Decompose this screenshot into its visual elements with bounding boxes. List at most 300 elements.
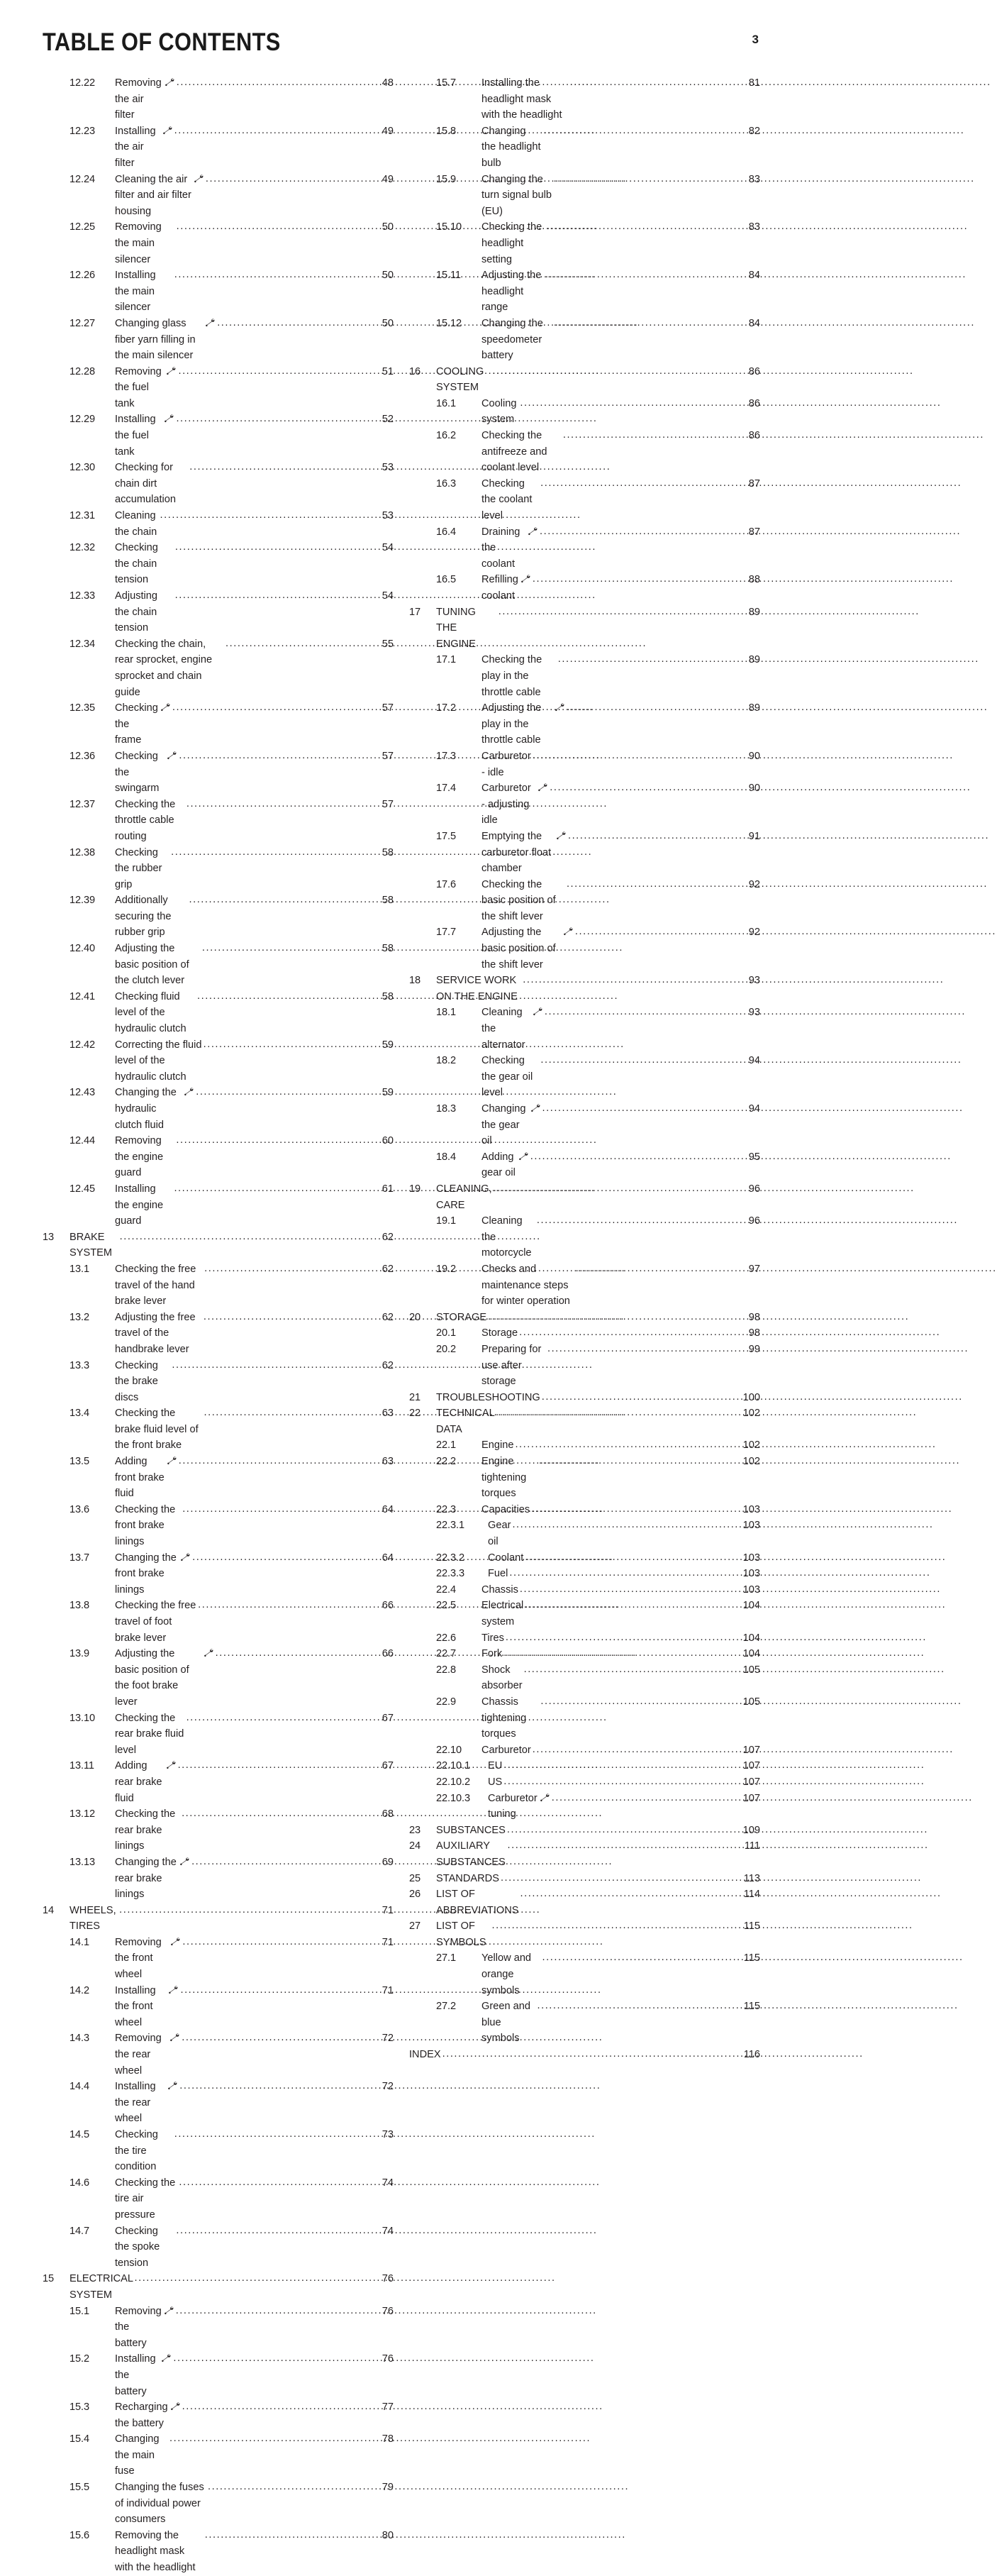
toc-entry[interactable]	[43, 316, 394, 364]
toc-entry-page: 62	[381, 1263, 394, 1275]
toc-entry[interactable]	[409, 2047, 760, 2063]
wrench-icon	[194, 175, 204, 183]
toc-entry-page: 90	[748, 783, 760, 795]
toc-entry[interactable]	[409, 1774, 760, 1791]
toc-entry-title: EU	[488, 1760, 503, 1772]
toc-entry-title: Carburetor	[481, 1744, 531, 1756]
leader-dots	[172, 700, 374, 716]
toc-entry-page: 103	[742, 1552, 760, 1564]
toc-entry-body	[115, 797, 394, 845]
toc-entry[interactable]	[43, 2030, 394, 2079]
toc-entry-page: 80	[381, 2529, 394, 2541]
toc-entry[interactable]	[43, 1085, 394, 1133]
toc-entry-page: 64	[381, 1503, 394, 1515]
toc-entry-title: Checking the rear brake linings	[115, 1808, 176, 1852]
toc-entry-body	[115, 316, 394, 364]
toc-entry-number: 14.3	[69, 2033, 90, 2045]
toc-entry[interactable]	[43, 460, 394, 508]
toc-entry-number: 18.1	[436, 1007, 457, 1019]
toc-entry-number: 22.3.3	[436, 1568, 464, 1580]
toc-entry[interactable]	[43, 941, 394, 989]
toc-entry-title: Checking the spoke tension	[115, 2225, 160, 2269]
toc-entry[interactable]	[43, 892, 394, 941]
toc-entry-page: 63	[381, 1408, 394, 1420]
wrench-icon	[165, 78, 174, 87]
toc-entry-body	[69, 1903, 394, 1935]
leader-dots	[179, 1453, 374, 1469]
toc-entry-page: 84	[748, 317, 760, 329]
toc-entry[interactable]	[43, 1502, 394, 1550]
leader-dots	[533, 1742, 740, 1758]
toc-entry-number: 16.5	[436, 574, 457, 586]
toc-entry-page: 100	[742, 1391, 760, 1403]
toc-entry-number: 19.2	[436, 1263, 457, 1275]
toc-entry[interactable]	[43, 1181, 394, 1229]
toc-entry-title: Preparing for use after storage	[481, 1343, 542, 1388]
toc-entry-body	[115, 411, 394, 460]
toc-entry-number: 12.24	[69, 173, 96, 185]
toc-entry[interactable]	[43, 748, 394, 797]
wrench-icon	[166, 367, 176, 375]
toc-entry-title: Installing the air filter	[115, 125, 156, 169]
wrench-icon	[166, 1761, 176, 1769]
toc-entry-number: 13.12	[69, 1808, 96, 1820]
toc-entry-title: Checking the tire condition	[115, 2129, 158, 2173]
toc-entry-page: 76	[381, 2273, 394, 2285]
toc-entry-page: 71	[381, 1936, 394, 1948]
toc-entry-number: 12.41	[69, 990, 96, 1002]
wrench-icon	[167, 2082, 177, 2090]
leader-dots	[537, 1998, 740, 2014]
toc-entry-number: 22.1	[436, 1439, 457, 1452]
toc-entry-number: 12.43	[69, 1087, 96, 1099]
leader-dots	[169, 2431, 374, 2447]
toc-entry-number: 17.5	[436, 830, 457, 842]
toc-entry[interactable]	[43, 2528, 394, 2576]
toc-entry[interactable]	[43, 411, 394, 460]
toc-entry-number: 22.3.1	[436, 1520, 464, 1532]
toc-entry-number: 22.3	[436, 1503, 457, 1515]
leader-dots	[545, 267, 741, 283]
leader-dots	[567, 876, 741, 892]
toc-entry-page: 50	[381, 270, 394, 282]
toc-entry-page: 71	[381, 1904, 394, 1916]
toc-entry-number: 12.25	[69, 221, 96, 233]
toc-entry[interactable]	[43, 1758, 394, 1806]
toc-entry[interactable]	[43, 2271, 394, 2303]
leader-dots	[570, 74, 741, 91]
toc-entry-title: Checking the basic position of the shift lever	[481, 878, 556, 922]
toc-entry[interactable]	[409, 1871, 760, 1887]
toc-entry[interactable]	[43, 2175, 394, 2223]
toc-entry-number: 22.10.2	[436, 1776, 470, 1788]
toc-entry-body	[115, 172, 394, 220]
leader-dots	[174, 2126, 374, 2143]
wrench-icon	[518, 1152, 528, 1161]
leader-dots	[442, 2046, 741, 2062]
toc-entry-body	[488, 1566, 760, 1582]
toc-entry-number: 25	[409, 1872, 421, 1884]
toc-entry-number: 22.3.2	[436, 1552, 464, 1564]
toc-entry[interactable]	[43, 2351, 394, 2399]
toc-entry-page: 89	[748, 702, 760, 714]
leader-dots	[507, 1822, 740, 1838]
toc-entry-body	[481, 652, 760, 700]
toc-entry[interactable]	[43, 588, 394, 636]
toc-entry-page: 60	[381, 1135, 394, 1147]
toc-entry[interactable]	[409, 1823, 760, 1839]
toc-entry-page: 72	[381, 2081, 394, 2093]
toc-entry[interactable]	[409, 1437, 760, 1454]
toc-entry-page: 105	[742, 1664, 760, 1676]
toc-entry-body	[115, 1454, 394, 1502]
leader-dots	[179, 2078, 374, 2094]
leader-dots	[177, 219, 374, 235]
toc-entry[interactable]	[43, 2304, 394, 2352]
toc-entry-number: 14.1	[69, 1936, 90, 1948]
toc-entry-number: 16	[409, 365, 421, 377]
toc-entry-title: Checking the front brake linings	[115, 1503, 176, 1548]
toc-entry-page: 87	[748, 477, 760, 490]
wrench-icon	[540, 1793, 550, 1802]
toc-entry-body	[436, 1390, 760, 1406]
toc-entry-page: 49	[381, 173, 394, 185]
toc-entry-title: Checking the gear oil level	[481, 1055, 533, 1099]
toc-entry-page: 62	[381, 1311, 394, 1323]
toc-entry[interactable]	[43, 2223, 394, 2272]
toc-entry-title: TROUBLESHOOTING	[436, 1391, 540, 1403]
toc-entry-body	[115, 892, 394, 941]
leader-dots	[523, 972, 741, 988]
toc-entry-body	[115, 588, 394, 636]
toc-entry-page: 105	[742, 1696, 760, 1708]
toc-entry-title: Installing the front wheel	[115, 1984, 156, 2028]
toc-entry-title: Cleaning the alternator	[481, 1007, 525, 1051]
toc-entry[interactable]	[43, 1454, 394, 1502]
toc-entry-number: 15.10	[436, 221, 462, 233]
toc-entry-number: 15.12	[436, 317, 462, 329]
toc-entry-title: Engine	[481, 1439, 514, 1452]
wrench-icon	[170, 1937, 180, 1946]
toc-entry-title: CLEANING, CARE	[436, 1183, 492, 1211]
leader-dots	[186, 796, 374, 812]
toc-entry-number: 12.29	[69, 414, 96, 426]
toc-entry-page: 74	[381, 2177, 394, 2189]
toc-entry-body	[115, 1806, 394, 1854]
leader-dots	[180, 1982, 374, 1999]
toc-entry-number: 12.45	[69, 1183, 96, 1195]
toc-entry-number: 14.6	[69, 2177, 90, 2189]
toc-entry[interactable]	[43, 267, 394, 316]
toc-entry-number: 22.7	[436, 1648, 457, 1660]
toc-entry-title: Cleaning the motorcycle	[481, 1215, 532, 1259]
toc-entry-number: 22	[409, 1408, 421, 1420]
leader-dots	[120, 1229, 374, 1245]
leader-dots	[545, 1004, 741, 1020]
toc-entry-title: Changing the turn signal bulb (EU)	[481, 173, 552, 217]
toc-entry-title: Capacities	[481, 1503, 530, 1515]
leader-dots	[520, 1581, 740, 1598]
toc-entry-body	[436, 1823, 760, 1839]
leader-dots	[198, 1597, 374, 1613]
toc-entry-number: 18	[409, 975, 421, 987]
toc-entry-title: Coolant	[488, 1552, 524, 1564]
toc-entry-title: Installing the main silencer	[115, 270, 156, 314]
toc-entry[interactable]	[43, 123, 394, 172]
toc-entry[interactable]	[43, 508, 394, 540]
toc-entry[interactable]	[43, 1646, 394, 1710]
toc-entry-body	[115, 2528, 394, 2576]
toc-entry[interactable]	[409, 1566, 760, 1582]
toc-entry-number: 19.1	[436, 1215, 457, 1227]
toc-entry-number: 15.3	[69, 2401, 90, 2414]
toc-entry-title: Tires	[481, 1632, 504, 1644]
toc-entry-title: Changing the fuses of individual power consumers	[115, 2482, 204, 2526]
toc-entry-title: Carburetor tuning	[488, 1792, 538, 1820]
toc-entry[interactable]	[43, 2431, 394, 2480]
toc-entry[interactable]	[409, 1325, 760, 1342]
toc-entry-body	[115, 219, 394, 267]
toc-entry[interactable]	[43, 1037, 394, 1085]
toc-entry-title: Changing the gear oil	[481, 1103, 526, 1147]
toc-entry-body	[115, 2480, 394, 2528]
toc-entry-title: Checking the free travel of the hand brake lever	[115, 1263, 196, 1308]
toc-entry-title: Checking the chain, rear sprocket, engine sprocket and chain guide	[115, 638, 213, 698]
toc-entry[interactable]	[409, 1662, 760, 1694]
toc-entry-title: Refilling coolant	[481, 574, 518, 602]
leader-dots	[512, 1517, 740, 1533]
toc-entry[interactable]	[43, 2480, 394, 2528]
wrench-icon	[168, 1986, 178, 1994]
toc-entry-page: 59	[381, 1087, 394, 1099]
toc-entry-body	[115, 636, 394, 700]
toc-entry[interactable]	[43, 636, 394, 700]
toc-entry-body	[115, 845, 394, 893]
leader-dots	[552, 1790, 740, 1806]
toc-entry-page: 109	[742, 1824, 760, 1836]
toc-entry-page: 48	[381, 77, 394, 89]
toc-entry-body	[115, 508, 394, 540]
toc-entry[interactable]	[43, 1358, 394, 1406]
wrench-icon	[530, 1104, 540, 1112]
toc-entry-page: 88	[748, 574, 760, 586]
toc-entry[interactable]	[43, 1935, 394, 1983]
toc-entry-title: Correcting the fluid level of the hydraulic clutch	[115, 1039, 202, 1083]
toc-entry[interactable]	[43, 1903, 394, 1935]
toc-entry[interactable]	[43, 172, 394, 220]
leader-dots	[189, 459, 374, 475]
toc-entry[interactable]	[409, 1390, 760, 1406]
toc-entry-title: Carburetor - idle	[481, 750, 531, 778]
toc-entry-number: 13.6	[69, 1503, 90, 1515]
toc-entry-number: 15.4	[69, 2433, 90, 2445]
toc-entry-number: 12.37	[69, 798, 96, 810]
toc-entry[interactable]	[43, 2127, 394, 2175]
toc-entry-number: 21	[409, 1391, 421, 1403]
toc-entry-title: COOLING SYSTEM	[436, 365, 484, 394]
toc-entry-body	[115, 1550, 394, 1598]
leader-dots	[197, 988, 374, 1005]
toc-entry[interactable]	[43, 2399, 394, 2431]
toc-entry-number: 13.2	[69, 1311, 90, 1323]
leader-dots	[204, 1261, 374, 1277]
toc-entry[interactable]	[409, 1630, 760, 1647]
toc-entry[interactable]	[409, 1149, 760, 1181]
toc-entry-body	[481, 1742, 760, 1759]
toc-entry[interactable]	[409, 1582, 760, 1598]
toc-entry-page: 76	[381, 2305, 394, 2317]
toc-entry-page: 79	[381, 2482, 394, 2494]
toc-entry-page: 51	[381, 365, 394, 377]
toc-entry-body	[115, 2431, 394, 2480]
toc-entry-page: 78	[381, 2433, 394, 2445]
toc-entry-number: 13	[43, 1231, 55, 1243]
toc-entry-title: Additionally securing the rubber grip	[115, 895, 172, 939]
leader-dots	[178, 1757, 374, 1774]
toc-entry[interactable]	[43, 989, 394, 1037]
toc-entry[interactable]	[43, 1598, 394, 1646]
toc-entry-page: 77	[381, 2401, 394, 2414]
leader-dots	[206, 171, 374, 187]
leader-dots	[508, 1837, 741, 1854]
toc-entry[interactable]	[43, 700, 394, 748]
toc-entry[interactable]	[43, 1550, 394, 1598]
toc-entry-title: SUBSTANCES	[436, 1824, 506, 1836]
wrench-icon	[167, 1456, 177, 1465]
leader-dots	[558, 651, 741, 668]
leader-dots	[550, 780, 741, 796]
toc-entry-number: 17.4	[436, 783, 457, 795]
toc-entry-number: 13.13	[69, 1856, 96, 1868]
toc-entry[interactable]	[43, 1854, 394, 1903]
toc-entry[interactable]	[43, 1983, 394, 2031]
toc-entry-title: Checking the throttle cable routing	[115, 798, 176, 842]
toc-entry-number: 22.9	[436, 1696, 457, 1708]
toc-entry-body	[409, 2047, 760, 2063]
toc-entry-number: 12.22	[69, 77, 96, 89]
toc-entry-title: TUNING THE ENGINE	[436, 606, 476, 650]
leader-dots	[563, 427, 741, 443]
toc-entry-page: 107	[742, 1744, 760, 1756]
toc-entry-number: 13.10	[69, 1712, 96, 1724]
toc-entry[interactable]	[43, 797, 394, 845]
toc-entry-number: 20	[409, 1311, 421, 1323]
toc-entry-body	[115, 2399, 394, 2431]
toc-entry-title: Checks and maintenance steps for winter operation	[481, 1263, 570, 1308]
toc-entry[interactable]	[43, 1133, 394, 1181]
toc-entry-title: Installing the battery	[115, 2353, 156, 2397]
toc-entry-page: 50	[381, 221, 394, 233]
wrench-icon	[180, 1553, 190, 1561]
leader-dots	[488, 1309, 741, 1325]
leader-dots	[177, 74, 374, 91]
toc-entry-number: 18.3	[436, 1103, 457, 1115]
toc-entry[interactable]	[43, 1261, 394, 1310]
toc-entry-title: Removing the headlight mask with the headlight	[115, 2529, 196, 2574]
leader-dots	[182, 1501, 374, 1518]
toc-entry[interactable]	[409, 652, 760, 700]
leader-dots	[540, 1052, 741, 1068]
leader-dots	[540, 1693, 740, 1710]
leader-dots	[542, 1950, 741, 1966]
toc-entry[interactable]	[43, 1310, 394, 1358]
toc-entry[interactable]	[43, 364, 394, 412]
leader-dots	[554, 315, 741, 331]
leader-dots	[540, 475, 741, 492]
toc-entry-number: 14	[43, 1904, 55, 1916]
toc-entry-body	[436, 1871, 760, 1887]
leader-dots	[542, 1100, 741, 1117]
toc-entry-page: 102	[742, 1408, 760, 1420]
toc-entry[interactable]	[43, 540, 394, 588]
toc-entry-page: 58	[381, 895, 394, 907]
leader-dots	[182, 1806, 374, 1822]
toc-entry-body	[488, 1518, 760, 1549]
toc-entry-number: 16.4	[436, 526, 457, 538]
toc-entry-page: 113	[743, 1872, 760, 1884]
toc-entry-title: Checking the coolant level	[481, 477, 533, 522]
toc-entry-body	[115, 1037, 394, 1085]
toc-entry[interactable]	[43, 1710, 394, 1759]
toc-entry-title: Checking the play in the throttle cable	[481, 654, 542, 698]
toc-entry[interactable]	[409, 1742, 760, 1759]
toc-entry[interactable]	[409, 1518, 760, 1549]
toc-entry-page: 62	[381, 1359, 394, 1371]
toc-entry-page: 107	[742, 1760, 760, 1772]
leader-dots	[567, 700, 741, 716]
toc-entry[interactable]	[43, 219, 394, 267]
leader-dots	[493, 363, 742, 380]
leader-dots	[543, 123, 741, 139]
toc-entry-title: Checking the brake fluid level of the front brake	[115, 1408, 199, 1452]
toc-entry[interactable]	[43, 845, 394, 893]
leader-dots	[506, 1630, 740, 1646]
toc-entry-number: 13.1	[69, 1263, 90, 1275]
toc-entry-number: 15	[43, 2273, 55, 2285]
toc-entry-title: Adjusting the headlight range	[481, 270, 542, 314]
toc-entry-title: Adjusting the basic position of the shift lever	[481, 927, 556, 971]
toc-entry-page: 58	[381, 990, 394, 1002]
toc-entry-body	[69, 1229, 394, 1261]
leader-dots	[554, 171, 741, 187]
toc-entry-body	[488, 1758, 760, 1774]
toc-entry-title: Recharging the battery	[115, 2401, 168, 2429]
toc-entry-number: 24	[409, 1840, 421, 1852]
toc-entry-page: 49	[381, 125, 394, 137]
toc-entry-page: 89	[748, 606, 760, 618]
toc-entry-page: 87	[748, 526, 760, 538]
toc-entry[interactable]	[43, 75, 394, 123]
toc-entry[interactable]	[43, 1405, 394, 1454]
toc-entry-title: Adding front brake fluid	[115, 1456, 165, 1500]
toc-entry-page: 90	[748, 750, 760, 762]
toc-entry-title: Installing the headlight mask with the headlight	[481, 77, 562, 121]
toc-entry-number: 27	[409, 1920, 421, 1933]
toc-entry-page: 102	[742, 1439, 760, 1452]
toc-entry-page: 92	[748, 878, 760, 890]
toc-entry[interactable]	[43, 1229, 394, 1261]
leader-dots	[225, 636, 374, 652]
toc-entry-page: 115	[743, 2001, 760, 2013]
toc-entry[interactable]	[43, 1806, 394, 1854]
toc-entry-body	[115, 2030, 394, 2079]
toc-entry-page: 73	[381, 2129, 394, 2140]
toc-entry-title: Checking the antifreeze and coolant level	[481, 430, 547, 474]
toc-entry-page: 86	[748, 430, 760, 442]
toc-entry-number: 27.1	[436, 1952, 457, 1964]
toc-entry-body	[481, 1582, 760, 1598]
toc-entry[interactable]	[43, 2079, 394, 2127]
